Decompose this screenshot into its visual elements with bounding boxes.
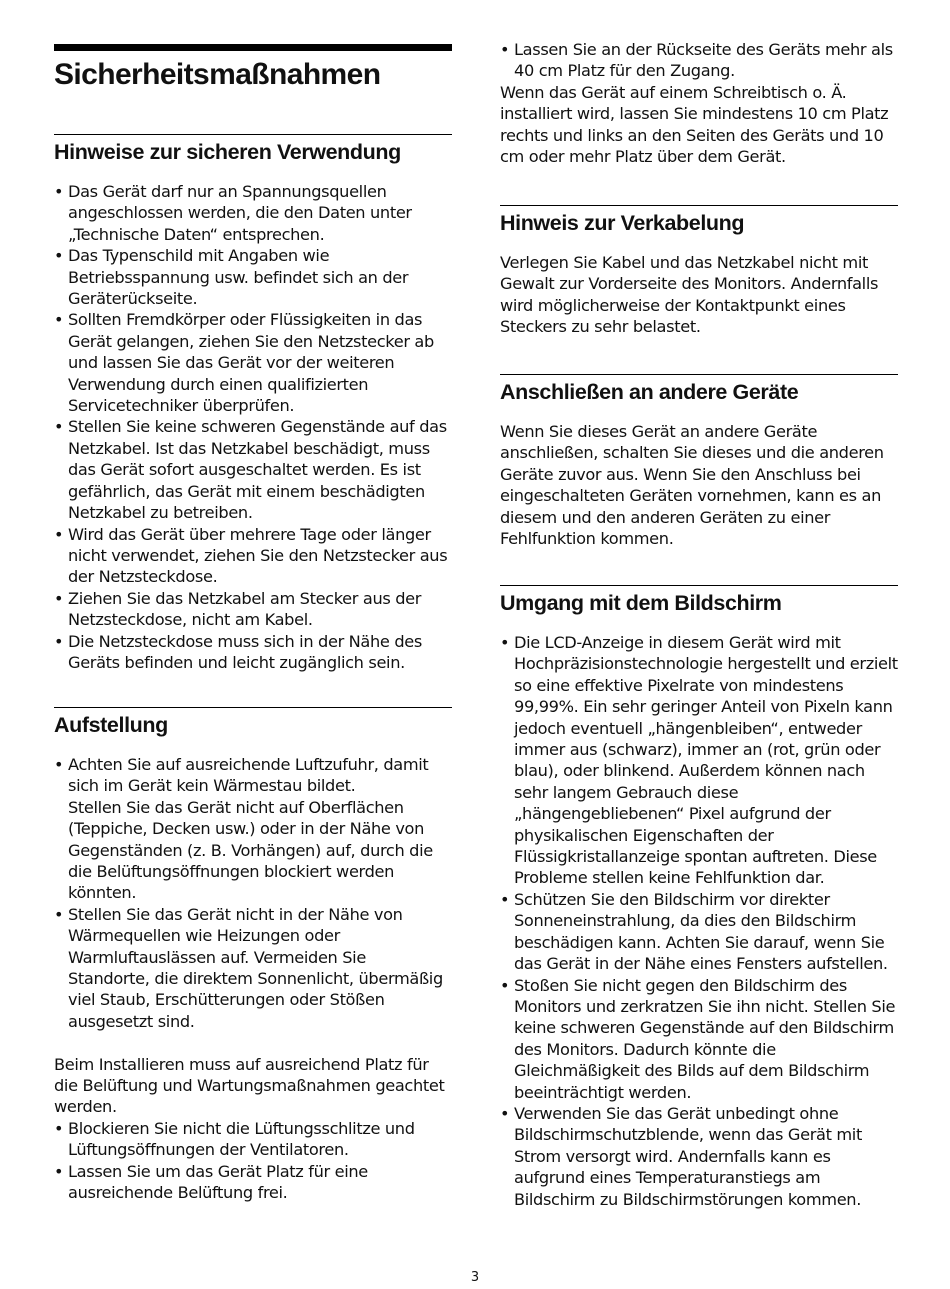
list-item — [54, 754, 452, 904]
section-heading: Hinweis zur Verkabelung — [500, 211, 745, 235]
section-bildschirm — [500, 585, 898, 1210]
list-item: • Stellen Sie das Gerät nicht in der Nähe von Wärmequellen wie Heizungen oder Warmluftauslässen auf. Vermeiden Sie Standorte, die direktem Sonnenlicht, übermäßig viel Staub, Erschütterungen oder Stößen ausgesetzt sind. — [54, 904, 452, 1032]
list-item: • Die Netzsteckdose muss sich in der Nähe des Geräts befinden und leicht zugänglich sein. — [54, 631, 452, 674]
section-rule — [500, 205, 898, 206]
paragraph: Verlegen Sie Kabel und das Netzkabel nicht mit Gewalt zur Vorderseite des Monitors. Andernfalls wird möglicherweise der Kontaktpunkt eines Steckers zu sehr belastet. — [500, 253, 879, 337]
section-hinweise — [54, 134, 452, 673]
section-continued — [500, 39, 898, 167]
section-anschliessen — [500, 374, 898, 549]
section-heading: Aufstellung — [54, 713, 168, 737]
bullet-list — [54, 1118, 452, 1204]
section-verkabelung — [500, 205, 898, 338]
section-rule — [54, 707, 452, 708]
list-item: • Die LCD-Anzeige in diesem Gerät wird mit Hochpräzisionstechnologie hergestellt und erzielt so eine effektive Pixelrate von mindestens 99,99%. Ein sehr geringer Anteil von Pixeln kann jedoch eventuell „hängenbleiben“, entweder immer aus (schwarz), immer an (rot, grün oder blau), oder blinkend. Außerdem können nach sehr langem Gebrauch diese „hängengebliebenen“ Pixel aufgrund der physikalischen Eigenschaften der Flüssigkristallanzeige spontan auftreten. Diese Probleme stellen keine Fehlfunktion dar. — [500, 632, 898, 889]
bullet-list — [500, 632, 898, 1210]
list-item: • Lassen Sie um das Gerät Platz für eine ausreichende Belüftung frei. — [54, 1161, 452, 1204]
list-item-text: Stellen Sie das Gerät nicht auf Oberflächen (Teppiche, Decken usw.) oder in der Nähe von Gegenständen (z. B. Vorhängen) auf, durch die die Belüftungsöffnungen blockiert werden könnten. — [68, 797, 433, 903]
paragraph: Beim Installieren muss auf ausreichend Platz für die Belüftung und Wartungsmaßnahmen geachtet werden. — [54, 1054, 445, 1117]
list-item: • Stoßen Sie nicht gegen den Bildschirm des Monitors und zerkratzen Sie ihn nicht. Stellen Sie keine schweren Gegenstände auf den Bildschirm des Monitors. Dadurch könnte die Gleichmäßigkeit des Bilds auf dem Bildschirm beeinträchtigt werden. — [500, 975, 898, 1103]
paragraph: Wenn das Gerät auf einem Schreibtisch o. Ä. installiert wird, lassen Sie mindestens 10 cm Platz rechts und links an den Seiten des Geräts und 10 cm oder mehr Platz über dem Gerät. — [500, 82, 889, 167]
list-item: • Lassen Sie an der Rückseite des Geräts mehr als 40 cm Platz für den Zugang. — [500, 39, 898, 82]
section-aufstellung — [54, 707, 452, 1204]
list-item: • Das Typenschild mit Angaben wie Betriebsspannung usw. befindet sich an der Geräterückseite. — [54, 245, 452, 309]
list-item: • Verwenden Sie das Gerät unbedingt ohne Bildschirmschutzblende, wenn das Gerät mit Strom versorgt wird. Andernfalls kann es aufgrund eines Temperaturanstiegs am Bildschirm zu Bildschirmstörungen kommen. — [500, 1103, 898, 1210]
section-heading: Hinweise zur sicheren Verwendung — [54, 140, 401, 164]
list-item: • Ziehen Sie das Netzkabel am Stecker aus der Netzsteckdose, nicht am Kabel. — [54, 588, 452, 631]
list-item: • Wird das Gerät über mehrere Tage oder länger nicht verwendet, ziehen Sie den Netzstecker aus der Netzsteckdose. — [54, 524, 452, 588]
list-item-text: • Achten Sie auf ausreichende Luftzufuhr, damit sich im Gerät kein Wärmestau bildet. — [68, 755, 429, 796]
section-rule — [500, 585, 898, 586]
list-item: • Blockieren Sie nicht die Lüftungsschlitze und Lüftungsöffnungen der Ventilatoren. — [54, 1118, 452, 1161]
bullet-list — [54, 181, 452, 673]
list-item: • Stellen Sie keine schweren Gegenstände auf das Netzkabel. Ist das Netzkabel beschädigt, muss das Gerät sofort ausgeschaltet werden. Es ist gefährlich, das Gerät mit einem beschädigten Netzkabel zu betreiben. — [54, 416, 452, 523]
list-item: • Sollten Fremdkörper oder Flüssigkeiten in das Gerät gelangen, ziehen Sie den Netzstecker ab und lassen Sie das Gerät vor der weiteren Verwendung durch einen qualifizierten Servicetechniker überprüfen. — [54, 309, 452, 416]
section-heading: Umgang mit dem Bildschirm — [500, 591, 782, 615]
bullet-list — [54, 754, 452, 1032]
section-rule — [54, 134, 452, 135]
bullet-list — [500, 39, 898, 82]
list-item: • Schützen Sie den Bildschirm vor direkter Sonneneinstrahlung, da dies den Bildschirm beschädigen kann. Achten Sie darauf, wenn Sie das Gerät in der Nähe eines Fensters aufstellen. — [500, 889, 898, 975]
paragraph: Wenn Sie dieses Gerät an andere Geräte anschließen, schalten Sie dieses und die anderen Geräte zuvor aus. Wenn Sie den Anschluss bei eingeschalteten Geräten vornehmen, kann es an diesem und den anderen Geräten zu einer Fehlfunktion kommen. — [500, 422, 884, 549]
page-title: Sicherheitsmaßnahmen — [54, 58, 381, 91]
section-rule — [500, 374, 898, 375]
list-item: • Das Gerät darf nur an Spannungsquellen angeschlossen werden, die den Daten unter „Technische Daten“ entsprechen. — [54, 181, 452, 245]
title-bar — [54, 44, 452, 51]
section-heading: Anschließen an andere Geräte — [500, 380, 799, 404]
page-number: 3 — [470, 1270, 480, 1285]
